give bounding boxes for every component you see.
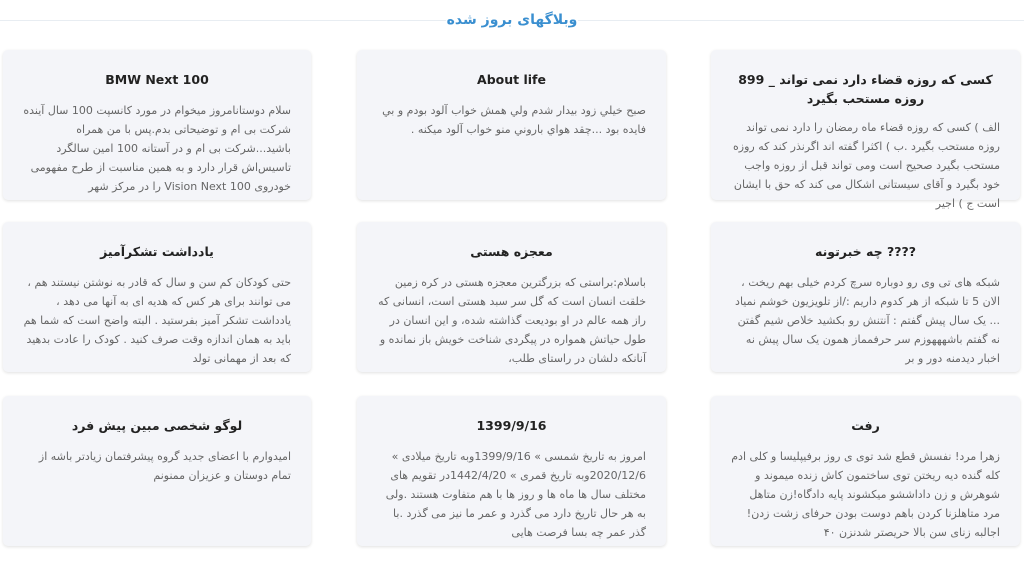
blog-card[interactable] [3,396,311,546]
section-title: وبلاگهای بروز شده [446,9,578,31]
blog-card-excerpt: امیدوارم با اعضای جدید گروه پیشرفتمان زیادتر باشه از تمام دوستان و عزیزان ممنونم [38,450,291,482]
blog-card-title[interactable]: معجزه هستی [470,244,553,259]
blog-card[interactable] [357,396,666,546]
blog-card-excerpt: شبکه های تی وی رو دوباره سرچ کردم خیلی بهم ریخت ، الان 5 تا شبکه از هر کدوم داریم :/از تلویزیون خوشم نمیاد ... یک سال پیش گفتم : آنتنش رو بکشید خلاص شیم گفتن نه گفتم باشهههوزم سر حرفمماز همون یک سال پیش نه اخبار دیدمنه دور و بر [735,276,1000,365]
blog-card-title[interactable]: BMW Next 100 [105,72,209,87]
blog-card-title[interactable]: چه خبرتونه ???? [815,244,916,259]
blog-card-title[interactable]: لوگو شخصی مبین پیش فرد [71,418,243,433]
blog-card[interactable] [711,50,1020,210]
blog-card-excerpt: حتی کودکان کم سن و سال که قادر به نوشتن نیستند هم ، می توانند برای هر کس که هدیه ای به آنها می دهد ، یادداشت تشکر آمیز بفرستید . البته واضح است که شما هم باید به همان اندازه وقت صرف کنید . کودک را عادت بدهید که بعد از مهمانی تولد [23,276,291,365]
blog-card-excerpt: امروز به تاریخ شمسی » 1399/9/16وبه تاریخ میلادی » 2020/12/6وبه تاریخ قمری » 1442/4/20در تقویم های مختلف سال ها ماه ها و روز ها با هم متفاوت هستند .ولی به هر حال تاریخ دارد می گذرد و عمر ما نیز می گذرد .با گذر عمر چه بسا فرصت هایی [385,450,646,539]
blog-card-title[interactable]: 1399/9/16 [476,418,547,433]
blog-card-excerpt: باسلام:براستی که بزرگترین معجزه هستی در کره زمین خلقت انسان است که گل سر سبد هستی است، انسانی که راز همه عالم در او بودیعت گذاشته شده، و این انسان در طول حیاتش همواره در پیگردی شناخت خویش باز نمانده و آنانکه دلشان در راستای طلب، [378,276,646,365]
blog-card-excerpt: الف ) کسی که روزه قضاء ماه رمضان را دارد نمی تواند روزه مستحب بگیرد .ب ) اکثرا گفته اند اگرنذر کند که روزه مستحب بگیرد صحیح است ومی تواند قبل از روزه واجب خود بگیرد و آقای سیستانی اشکال می کند که حق با ایشان است ج ) اجیر [733,121,1000,210]
blog-card[interactable] [3,50,311,200]
blog-card-title[interactable]: یادداشت تشکرآمیز [100,244,214,259]
blog-card[interactable] [711,396,1020,546]
blog-card[interactable] [357,50,666,200]
blog-card-title[interactable]: رفت [851,418,880,433]
blog-card-excerpt: سلام دوستانامروز میخوام در مورد کانسپت 100 سال آینده شرکت بی ام و توضیحاتی بدم.پس با من همراه باشید...شرکت بی ام و در آستانه 100 امین سالگرد تاسیس‌اش قرار دارد و به همین مناسبت از طرح مفهومی خودروی Vision Next 100 را در مرکز شهر [23,104,291,193]
blog-card[interactable] [3,222,311,372]
blog-card-excerpt: زهرا مرد! نفسش قطع شد توی ی روز برفیپلیسا و کلی ادم کله گنده دیه ریختن توی ساختمون کاش زنده میموند و شوهرش و زن داداششو میکشوند پایه دادگاه!زن متاهل مرد متاهلزنا کردن باهم دوست بودن حرفای زشت زدن!اجالبه زنای سن بالا حریصتر شدنزن ۴٠ [731,450,1000,539]
blog-card-title[interactable]: About life [477,72,546,87]
blog-card[interactable] [357,222,666,372]
blog-card[interactable] [711,222,1020,372]
blog-card-title[interactable]: 899 _ کسی که روزه قضاء دارد نمی تواند روزه مستحب بگیرد [738,72,993,106]
blog-card-excerpt: صبح خيلي زود بيدار شدم ولي همش خواب آلود بودم و بي فايده بود ...چقد هواي باروني منو خواب آلود ميكنه . [382,104,646,136]
section-header [0,0,1024,38]
